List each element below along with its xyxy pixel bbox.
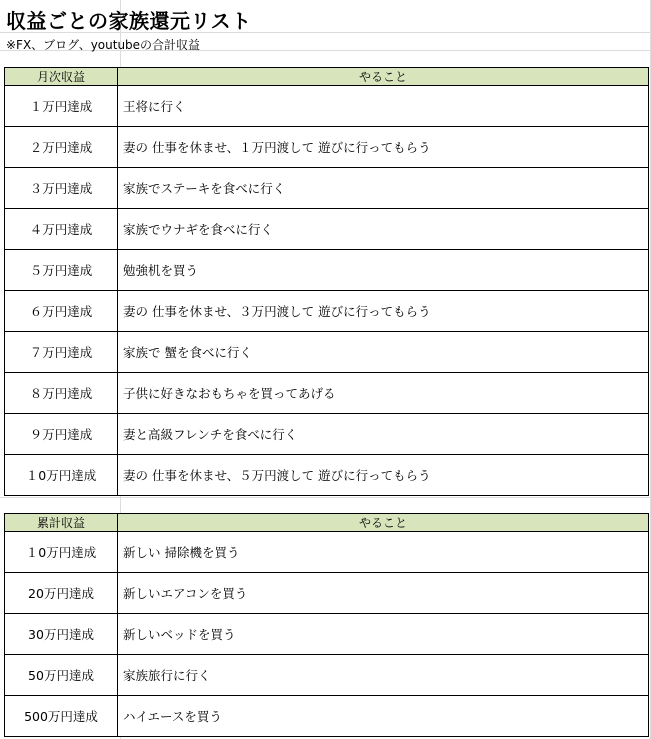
action-cell[interactable]: 家族でウナギを食べに行く (118, 209, 649, 250)
amount-cell[interactable]: １万円達成 (5, 86, 118, 127)
sheet-title: 収益ごとの家族還元リスト (6, 9, 252, 33)
cumulative-income-table (4, 513, 649, 737)
column-header-action[interactable]: やること (118, 68, 649, 86)
amount-cell[interactable]: ４万円達成 (5, 209, 118, 250)
amount-cell[interactable]: ９万円達成 (5, 414, 118, 455)
action-cell[interactable]: 妻の 仕事を休ませ、５万円渡して 遊びに行ってもらう (118, 455, 649, 496)
action-cell[interactable]: 新しいエアコンを買う (118, 573, 649, 614)
amount-cell[interactable]: ７万円達成 (5, 332, 118, 373)
action-cell[interactable]: 子供に好きなおもちゃを買ってあげる (118, 373, 649, 414)
action-cell[interactable]: 家族で 蟹を食べに行く (118, 332, 649, 373)
table-header-row (5, 514, 649, 532)
amount-cell[interactable]: 500万円達成 (5, 696, 118, 737)
table-row (5, 291, 649, 332)
table-row (5, 332, 649, 373)
action-cell[interactable]: 王将に行く (118, 86, 649, 127)
column-header-action[interactable]: やること (118, 514, 649, 532)
table-row (5, 168, 649, 209)
table-row (5, 250, 649, 291)
table-row (5, 573, 649, 614)
action-cell[interactable]: 家族旅行に行く (118, 655, 649, 696)
action-cell[interactable]: ハイエースを買う (118, 696, 649, 737)
action-cell[interactable]: 妻と高級フレンチを食べに行く (118, 414, 649, 455)
table-row (5, 696, 649, 737)
amount-cell[interactable]: ６万円達成 (5, 291, 118, 332)
amount-cell[interactable]: 30万円達成 (5, 614, 118, 655)
table-row (5, 86, 649, 127)
amount-cell[interactable]: 50万円達成 (5, 655, 118, 696)
amount-cell[interactable]: １0万円達成 (5, 532, 118, 573)
table-row (5, 614, 649, 655)
amount-cell[interactable]: ５万円達成 (5, 250, 118, 291)
table-header-row (5, 68, 649, 86)
gridline (0, 497, 651, 498)
table-row (5, 209, 649, 250)
table-row (5, 414, 649, 455)
amount-cell[interactable]: 20万円達成 (5, 573, 118, 614)
monthly-income-table (4, 67, 649, 496)
action-cell[interactable]: 家族でステーキを食べに行く (118, 168, 649, 209)
table-row (5, 127, 649, 168)
table-row (5, 455, 649, 496)
amount-cell[interactable]: １0万円達成 (5, 455, 118, 496)
amount-cell[interactable]: ３万円達成 (5, 168, 118, 209)
amount-cell[interactable]: ８万円達成 (5, 373, 118, 414)
action-cell[interactable]: 勉強机を買う (118, 250, 649, 291)
table-row (5, 655, 649, 696)
column-header-income[interactable]: 月次収益 (5, 68, 118, 86)
action-cell[interactable]: 新しい 掃除機を買う (118, 532, 649, 573)
action-cell[interactable]: 妻の 仕事を休ませ、１万円渡して 遊びに行ってもらう (118, 127, 649, 168)
amount-cell[interactable]: ２万円達成 (5, 127, 118, 168)
sheet-subtitle: ※FX、ブログ、youtubeの合計収益 (6, 38, 201, 52)
action-cell[interactable]: 妻の 仕事を休ませ、３万円渡して 遊びに行ってもらう (118, 291, 649, 332)
column-header-income[interactable]: 累計収益 (5, 514, 118, 532)
action-cell[interactable]: 新しいベッドを買う (118, 614, 649, 655)
table-row (5, 532, 649, 573)
table-row (5, 373, 649, 414)
